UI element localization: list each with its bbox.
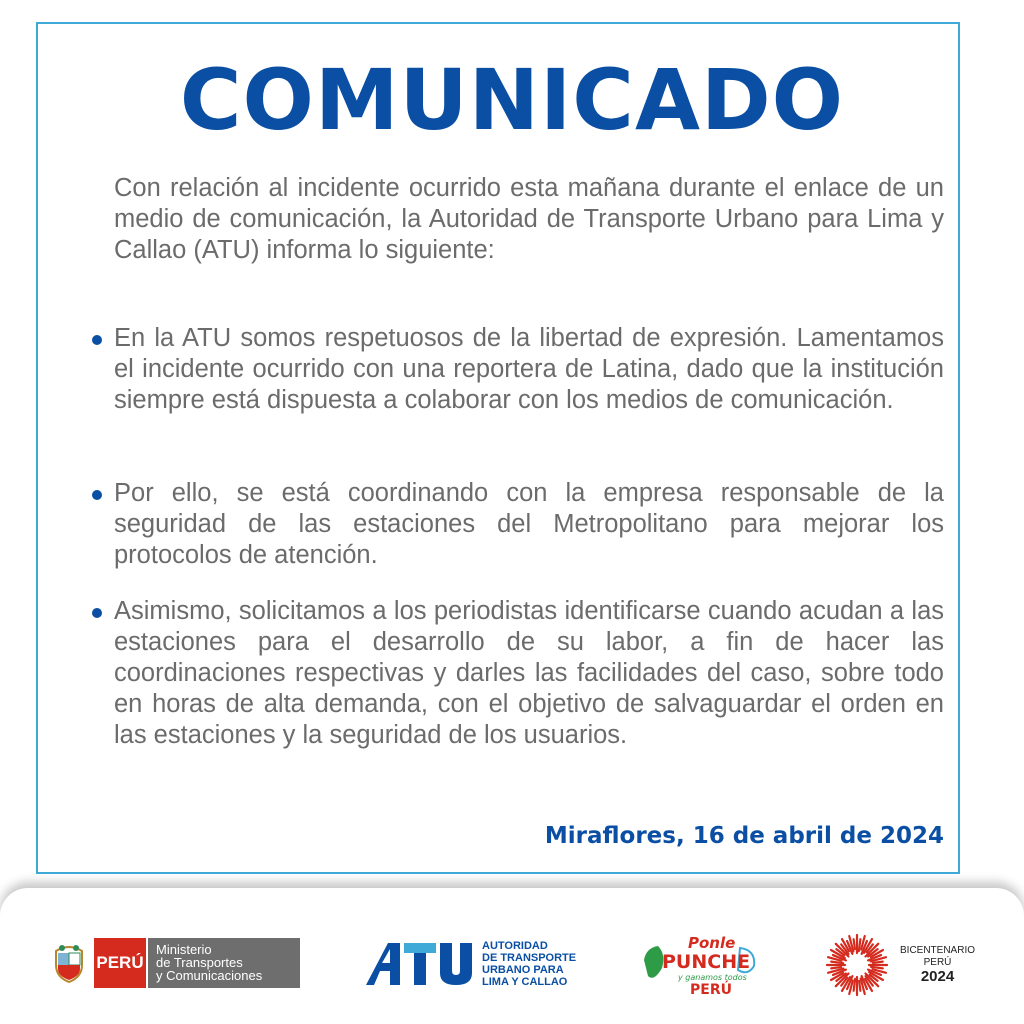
ministry-line: y Comunicaciones [156, 968, 263, 983]
punche-line2: PUNCHE [662, 951, 751, 973]
footer-logos [0, 888, 1024, 1024]
atu-name-line: AUTORIDAD [482, 940, 548, 952]
atu-mark-icon [366, 941, 474, 987]
ministry-line: Ministerio [156, 942, 212, 957]
peru-flag-label: PERÚ [94, 938, 146, 988]
bicentenario-burst-icon [822, 930, 892, 1000]
punche-line1: Ponle [688, 934, 736, 952]
punche-badge-icon [640, 930, 760, 996]
bullet-item: Por ello, se está coordinando con la empresa responsable de la seguridad de las estaciones del Metropolitano para mejorar los protocolos de atención. [114, 479, 944, 569]
date-signature: Miraflores, 16 de abril de 2024 [544, 823, 944, 849]
atu-name-line: LIMA Y CALLAO [482, 976, 568, 988]
peru-mtc-logo [52, 938, 300, 988]
punche-line3: y ganamos todos [678, 973, 747, 982]
punche-line4: PERÚ [690, 982, 732, 996]
atu-name-line: URBANO PARA [482, 964, 564, 976]
atu-name-line: DE TRANSPORTE [482, 952, 577, 964]
ponle-punche-logo [640, 930, 760, 1000]
page-title: COMUNICADO [179, 51, 845, 149]
coat-of-arms-icon [52, 943, 86, 983]
atu-logo [366, 940, 576, 988]
bullet-dot [92, 608, 102, 618]
ministry-line: de Transportes [156, 955, 243, 970]
bullet-dot [92, 335, 102, 345]
bullet-item: Asimismo, solicitamos a los periodistas identificarse cuando acudan a las estaciones para el desarrollo de su labor, a fin de hacer las coordinaciones respectivas y darles las facilidades del caso, sobre todo en horas de alta demanda, con el objetivo de salvaguardar el orden en las estaciones y la seguridad de los usuarios. [114, 597, 944, 749]
bullet-dot [92, 490, 102, 500]
ministry-name [148, 938, 300, 988]
intro-paragraph: Con relación al incidente ocurrido esta mañana durante el enlace de un medio de comunicación, la Autoridad de Transporte Urbano para Lima y Callao (ATU) informa lo siguiente: [114, 174, 944, 264]
bicentenario-logo [822, 930, 975, 1000]
bicentenario-year: 2024 [920, 968, 955, 985]
bicentenario-text [900, 945, 975, 985]
bullet-item: En la ATU somos respetuosos de la libertad de expresión. Lamentamos el incidente ocurrido con una reportera de Latina, dado que la institución siempre está dispuesta a colaborar con los medios de comunicación. [114, 324, 944, 414]
bicentenario-line: PERÚ [923, 957, 952, 968]
bicentenario-line: BICENTENARIO [900, 945, 976, 956]
atu-name [482, 940, 576, 988]
